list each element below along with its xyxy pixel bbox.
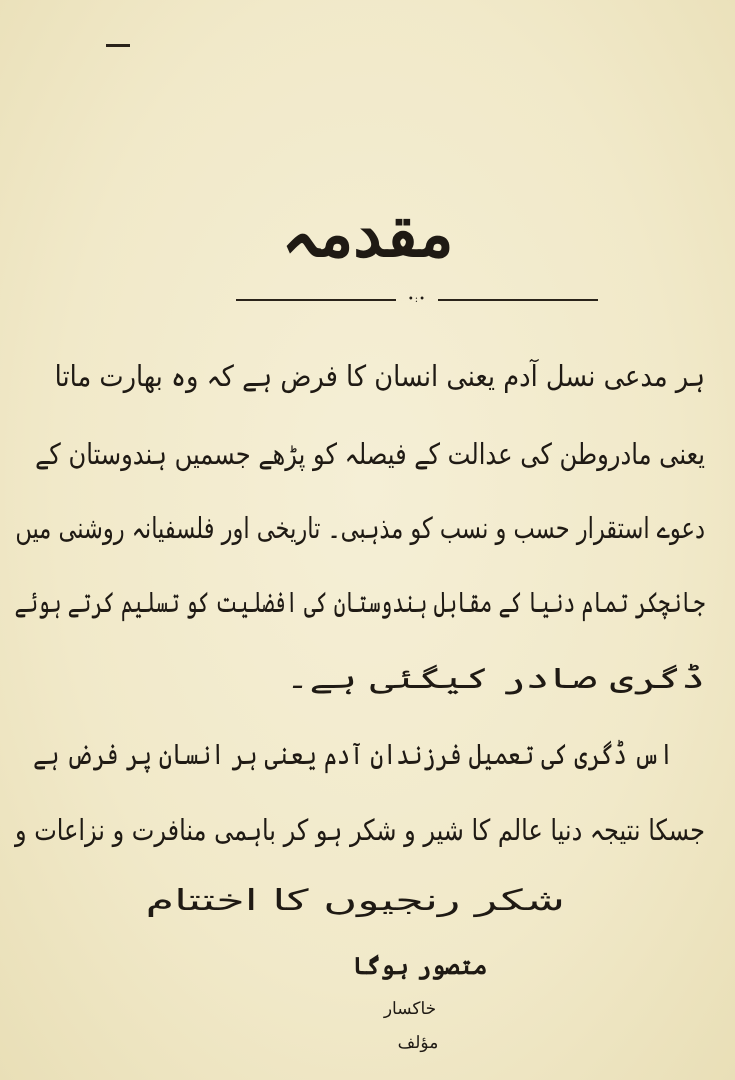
title-divider xyxy=(236,296,598,304)
paragraph2-line-1: اس ڈگری کی تعمیل فرزندان آدم یعنی ہر انسان پر فرض ہے xyxy=(33,737,673,771)
page-title: مقدمہ xyxy=(281,197,454,272)
paragraph1-line-4: جانچکر تمام دنیا کے مقابل ہندوستان کی افضلیت کو تسلیم کرتے ہوئے xyxy=(14,585,705,619)
closing-text: متصور ہوگا xyxy=(352,951,488,980)
header-dash-mark xyxy=(106,44,130,47)
paragraph1-line-1: ہر مدعی نسل آدم یعنی انسان کا فرض ہے کہ وہ بھارت ماتا xyxy=(54,359,705,393)
paragraph1-line-2: یعنی مادروطن کی عدالت کے فیصلہ کو پڑھے جسمیں ہندوستان کے xyxy=(35,437,705,471)
paragraph2-line-2: جسکا نتیجہ دنیا عالم کا شیر و شکر ہو کر باہمی منافرت و نزاعات و xyxy=(14,813,706,847)
signature-humble: خاکسار xyxy=(383,999,437,1019)
divider-line-right xyxy=(438,299,598,301)
paragraph1-line-3: دعوے استقرار حسب و نسب کو مذہبی۔ تاریخی اور فلسفیانہ روشنی میں xyxy=(15,511,705,545)
divider-ornament: •:• xyxy=(407,294,427,305)
paragraph2-line-3: شکر رنجیوں کا اختتام xyxy=(145,883,565,917)
signature-author: مؤلف xyxy=(397,1033,439,1053)
divider-line-left xyxy=(236,299,396,301)
paragraph1-line-5: ڈگری صادر کیگئی ہے۔ xyxy=(285,661,705,695)
